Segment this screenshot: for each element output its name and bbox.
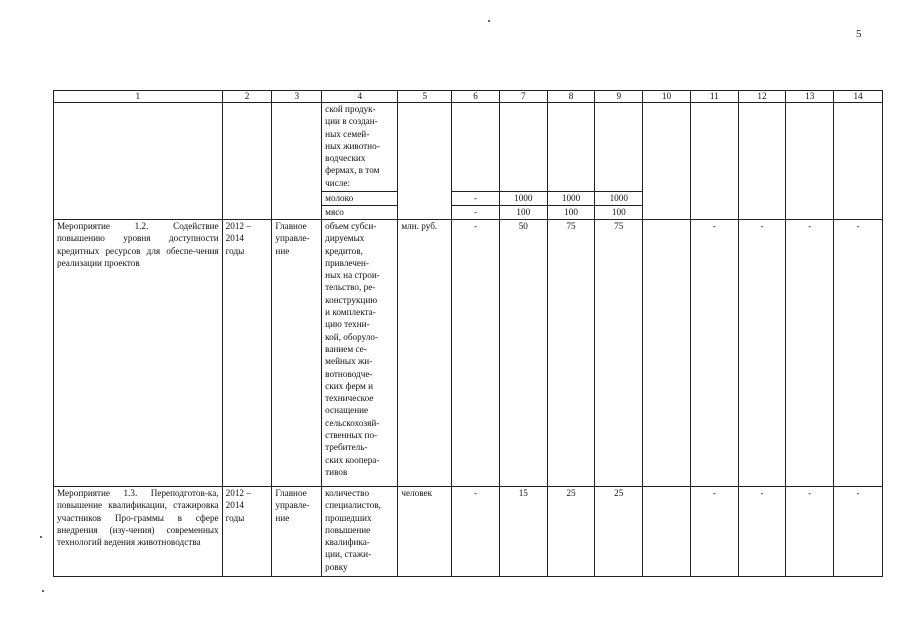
indicator-line: фермах, в том (325, 165, 380, 176)
value-cell: 1000 (499, 192, 547, 206)
indicator-line: тивов (325, 466, 348, 477)
period-line: 2014 (225, 500, 245, 511)
executor-line: ние (275, 512, 290, 523)
unit-cell (398, 103, 452, 220)
indicator-line: повышение (325, 524, 371, 535)
value-cell (643, 487, 691, 577)
value-cell: 15 (499, 487, 547, 577)
period-line: годы (225, 245, 245, 256)
value-cell: - (738, 220, 786, 487)
value-cell: 1000 (595, 192, 643, 206)
unit-cell: млн. руб. (398, 220, 452, 487)
indicator-line: числе: (325, 177, 351, 188)
indicator-line: мейных жи- (325, 356, 373, 367)
executor-line: Главное (275, 488, 307, 498)
value-cell: - (452, 206, 500, 220)
indicator-line: тельство, ре- (325, 282, 376, 293)
value-cell: 100 (547, 206, 595, 220)
indicator-line: ской продук- (325, 104, 376, 114)
value-cell: 50 (499, 220, 547, 487)
value-cell: - (690, 220, 738, 487)
program-measures-table (53, 90, 883, 577)
period-line: 2012 – (225, 488, 251, 498)
indicator-line: ных на строи- (325, 270, 380, 281)
indicator-line: кредитов, (325, 245, 363, 256)
continuation-row (54, 103, 883, 192)
indicator-line: специалистов, (325, 500, 381, 511)
indicator-line: привлечен- (325, 257, 369, 268)
executor-cell (272, 220, 322, 487)
value-cell: - (452, 487, 500, 577)
value-cell: 25 (595, 487, 643, 577)
header-cell: 9 (595, 91, 643, 103)
indicator-line: квалифика- (325, 537, 370, 548)
program-table-sheet (53, 90, 883, 580)
executor-line: управле- (275, 233, 310, 244)
value-cell (499, 103, 547, 192)
value-cell: 75 (547, 220, 595, 487)
sub-indicator-label: молоко (322, 192, 398, 206)
indicator-line: количество (325, 488, 370, 498)
value-cell: - (452, 192, 500, 206)
value-cell: - (834, 487, 883, 577)
page-number: 5 (856, 28, 862, 40)
indicator-line: ровку (325, 561, 348, 572)
header-cell: 3 (272, 91, 322, 103)
value-cell (452, 103, 500, 192)
header-cell: 11 (690, 91, 738, 103)
header-cell: 4 (322, 91, 398, 103)
indicator-line: ции, стажи- (325, 549, 372, 560)
value-cell: - (834, 220, 883, 487)
period-line: годы (225, 512, 245, 523)
period-line: 2014 (225, 233, 245, 244)
header-cell: 6 (452, 91, 500, 103)
indicator-line: кой, оборуло- (325, 331, 379, 342)
value-cell: - (786, 220, 834, 487)
indicator-line: требитель- (325, 442, 368, 453)
scan-speck (40, 536, 42, 538)
activity-text: Мероприятие 1.2. Содействие повышению уровня доступности кредитных ресурсов для обеспе-чения реализации проектов (57, 221, 219, 268)
value-cell (738, 103, 786, 220)
value-cell (547, 103, 595, 192)
scan-speck (488, 20, 490, 22)
period-line: 2012 – (225, 221, 251, 231)
value-cell: - (786, 487, 834, 577)
value-cell: 100 (499, 206, 547, 220)
header-cell: 5 (398, 91, 452, 103)
value-cell: 25 (547, 487, 595, 577)
value-cell: - (690, 487, 738, 577)
indicator-line: ции в создан- (325, 116, 378, 127)
activity-cell (54, 220, 223, 487)
indicator-line: оснащение (325, 405, 369, 416)
value-cell: - (452, 220, 500, 487)
indicator-line: ных семей- (325, 128, 370, 139)
value-cell (595, 103, 643, 192)
executor-line: Главное (275, 221, 307, 231)
indicator-cell (322, 220, 398, 487)
activity-cell (54, 487, 223, 577)
period-cell (222, 103, 272, 220)
indicator-line: водческих (325, 153, 366, 164)
value-cell (786, 103, 834, 220)
sub-indicator-label: мясо (322, 206, 398, 220)
indicator-line: ских ферм и (325, 380, 374, 391)
header-cell: 1 (54, 91, 223, 103)
indicator-line: цию техни- (325, 319, 370, 330)
indicator-cell (322, 487, 398, 577)
period-cell (222, 487, 272, 577)
indicator-line: дируемых (325, 233, 365, 244)
value-cell (643, 103, 691, 220)
activity-cell (54, 103, 223, 220)
scan-speck (42, 590, 44, 592)
measure-row (54, 487, 883, 577)
header-cell: 10 (643, 91, 691, 103)
indicator-line: ственных по- (325, 430, 378, 441)
header-cell: 7 (499, 91, 547, 103)
value-cell: 1000 (547, 192, 595, 206)
value-cell (643, 220, 691, 487)
value-cell: 100 (595, 206, 643, 220)
indicator-cell (322, 103, 398, 192)
indicator-line: ных животно- (325, 140, 380, 151)
indicator-line: конструкцию (325, 294, 378, 305)
column-number-header-row (54, 91, 883, 103)
header-cell: 13 (786, 91, 834, 103)
value-cell (690, 103, 738, 220)
unit-cell: человек (398, 487, 452, 577)
period-cell (222, 220, 272, 487)
header-cell: 12 (738, 91, 786, 103)
indicator-line: сельскохозяй- (325, 417, 380, 428)
value-cell: - (738, 487, 786, 577)
measure-row (54, 220, 883, 487)
header-cell: 8 (547, 91, 595, 103)
executor-cell (272, 487, 322, 577)
indicator-line: ванием се- (325, 343, 367, 354)
indicator-line: вотноводче- (325, 368, 373, 379)
header-cell: 14 (834, 91, 883, 103)
indicator-line: прошедших (325, 512, 372, 523)
indicator-line: объем субси- (325, 221, 377, 231)
header-cell: 2 (222, 91, 272, 103)
value-cell: 75 (595, 220, 643, 487)
executor-cell (272, 103, 322, 220)
indicator-line: и комплекта- (325, 307, 376, 318)
indicator-line: ских коопера- (325, 454, 380, 465)
executor-line: ние (275, 245, 290, 256)
value-cell (834, 103, 883, 220)
activity-text: Мероприятие 1.3. Переподготов-ка, повышение квалификации, стажировка участников Про-граммы в сфере внедрения (изу-чения) современных технологий ведения животноводства (57, 488, 219, 548)
executor-line: управле- (275, 500, 310, 511)
indicator-line: техническое (325, 393, 374, 404)
